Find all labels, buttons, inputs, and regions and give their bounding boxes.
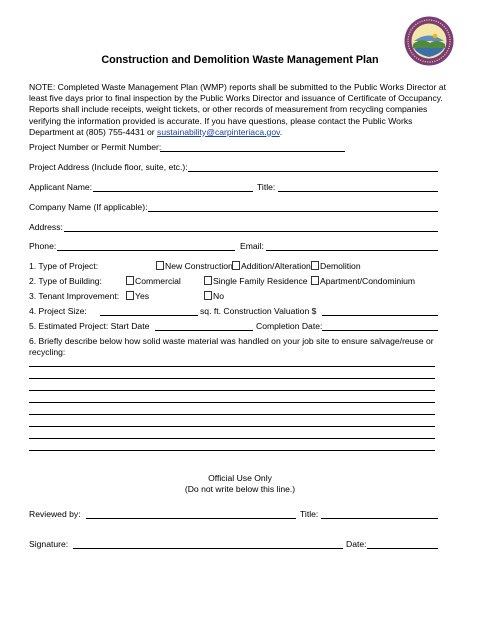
signature-field[interactable]	[73, 548, 343, 549]
checkbox-icon[interactable]	[232, 261, 240, 270]
title-field[interactable]	[278, 191, 438, 192]
start-date-field[interactable]	[155, 330, 253, 331]
phone-field[interactable]	[57, 250, 235, 251]
project-number-field[interactable]	[160, 151, 345, 152]
checkbox-icon[interactable]	[126, 291, 134, 300]
official-title-field[interactable]	[321, 518, 438, 519]
note-end: .	[279, 126, 283, 137]
description-line[interactable]	[29, 426, 435, 427]
checkbox-icon[interactable]	[204, 291, 212, 300]
completion-date-field[interactable]	[322, 330, 438, 331]
project-address-field[interactable]	[188, 171, 438, 172]
checkbox-icon[interactable]	[156, 261, 164, 270]
page-title: Construction and Demolition Waste Management Plan	[101, 54, 379, 66]
phone-label: Phone:	[29, 241, 57, 251]
project-number-label: Project Number or Permit Number:	[29, 142, 162, 152]
addition-alteration-option[interactable]: Addition/Alteration	[232, 261, 311, 271]
official-use-heading: Official Use Only	[208, 473, 272, 483]
describe-question: 6. Briefly describe below how solid waste material was handled on your job site to ensure salvage/reuse or recycling:	[29, 336, 434, 357]
project-size-label: 4. Project Size:	[29, 306, 87, 316]
signature-label: Signature:	[29, 539, 69, 549]
note-paragraph	[29, 82, 454, 138]
description-line[interactable]	[29, 378, 435, 379]
single-family-option[interactable]: Single Family Residence	[204, 276, 308, 286]
note-text: NOTE: Completed Waste Management Plan (WMP) reports shall be submitted to the Public Works Director at least five days prior to final inspection by the Public Works Director and issuance of Certificate of Occupancy. Reports shall include receipts, weight tickets, or other records of measurement from recycling companies verifying the information provided is accurate. If you have questions, please contact the Public Works Department at (805) 755-4431 or	[29, 82, 446, 137]
reviewed-by-field[interactable]	[86, 518, 296, 519]
address-label: Address:	[29, 222, 63, 232]
valuation-field[interactable]	[322, 315, 438, 316]
official-use-note: (Do not write below this line.)	[184, 484, 296, 494]
demolition-option[interactable]: Demolition	[311, 261, 361, 271]
apartment-condominium-option[interactable]: Apartment/Condominium	[311, 276, 415, 286]
email-field[interactable]	[266, 250, 438, 251]
checkbox-icon[interactable]	[204, 276, 212, 285]
email-link[interactable]: sustainability@carpinteriaca.gov	[157, 126, 280, 137]
official-title-label: Title:	[300, 509, 319, 519]
valuation-label: sq. ft. Construction Valuation $	[200, 306, 317, 316]
tenant-yes-option[interactable]: Yes	[126, 291, 149, 301]
checkbox-icon[interactable]	[126, 276, 134, 285]
description-line[interactable]	[29, 450, 435, 451]
description-line[interactable]	[29, 414, 435, 415]
start-date-label: 5. Estimated Project: Start Date	[29, 321, 150, 331]
address-field[interactable]	[64, 231, 438, 232]
description-line[interactable]	[29, 366, 435, 367]
commercial-option[interactable]: Commercial	[126, 276, 181, 286]
checkbox-icon[interactable]	[311, 276, 319, 285]
applicant-name-label: Applicant Name:	[29, 182, 93, 192]
completion-date-label: Completion Date:	[256, 321, 323, 331]
company-name-field[interactable]	[148, 211, 438, 212]
description-line[interactable]	[29, 390, 435, 391]
project-size-field[interactable]	[100, 315, 198, 316]
title-label: Title:	[257, 182, 276, 192]
email-label: Email:	[240, 241, 264, 251]
type-of-project-label: 1. Type of Project:	[29, 261, 99, 271]
description-line[interactable]	[29, 402, 435, 403]
tenant-no-option[interactable]: No	[204, 291, 224, 301]
reviewed-by-label: Reviewed by:	[29, 509, 81, 519]
project-address-label: Project Address (Include floor, suite, etc.):	[29, 162, 188, 172]
date-field[interactable]	[367, 548, 438, 549]
company-name-label: Company Name (If applicable):	[29, 202, 148, 212]
applicant-name-field[interactable]	[93, 191, 253, 192]
checkbox-icon[interactable]	[311, 261, 319, 270]
description-line[interactable]	[29, 438, 435, 439]
tenant-improvement-label: 3. Tenant Improvement:	[29, 291, 120, 301]
new-construction-option[interactable]: New Construction	[156, 261, 233, 271]
type-of-building-label: 2. Type of Building:	[29, 276, 102, 286]
date-label: Date:	[346, 539, 367, 549]
